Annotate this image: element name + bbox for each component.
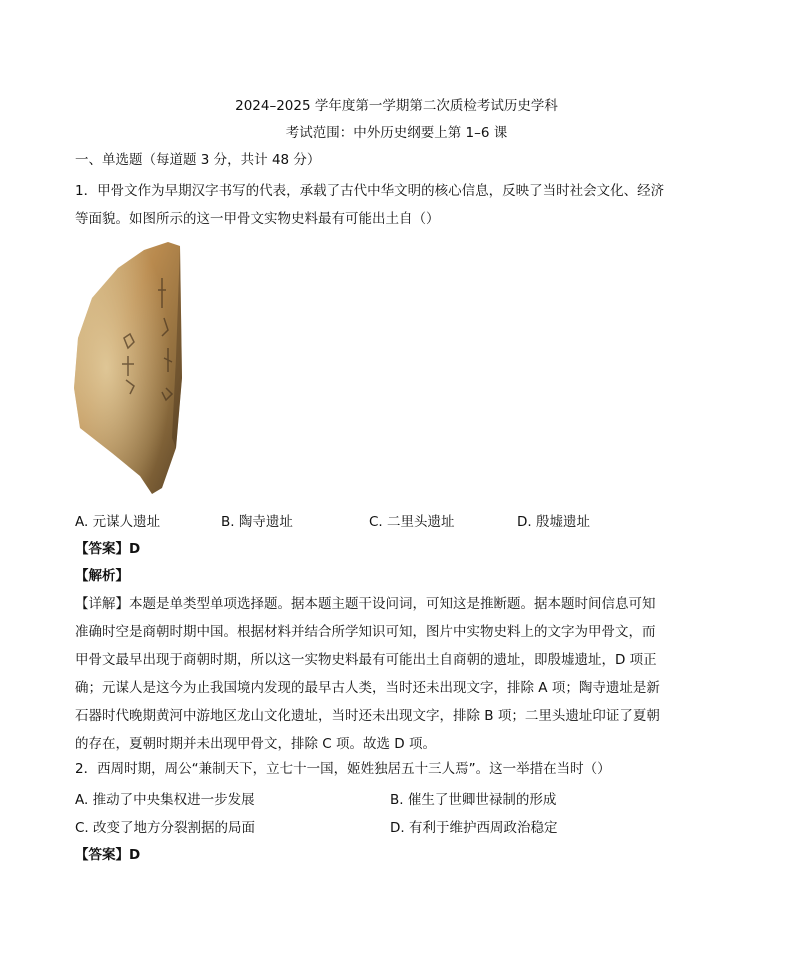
q2-answer: 【答案】D: [75, 847, 141, 863]
q1-option-c: C. 二里头遗址: [369, 514, 455, 530]
q1-stem-line1: 1．甲骨文作为早期汉字书写的代表，承载了古代中华文明的核心信息，反映了当时社会文化、经济: [75, 183, 665, 199]
q1-option-d: D. 殷墟遗址: [517, 514, 590, 530]
q1-detail-line5: 石器时代晚期黄河中游地区龙山文化遗址，当时还未出现文字，排除 B 项；二里头遗址印证了夏朝: [75, 708, 660, 724]
q1-detail-line1: 【详解】本题是单类型单项选择题。据本题主题干设问词，可知这是推断题。据本题时间信息可知: [75, 596, 656, 612]
q2-option-d: D. 有利于维护西周政治稳定: [390, 820, 558, 836]
q1-detail-line6: 的存在，夏朝时期并未出现甲骨文，排除 C 项。故选 D 项。: [75, 736, 436, 752]
q1-detail-line2: 准确时空是商朝时期中国。根据材料并结合所学知识可知，图片中实物史料上的文字为甲骨文，而: [75, 624, 656, 640]
q1-analysis-label: 【解析】: [75, 568, 129, 584]
exam-scope: 考试范围：中外历史纲要上第 1–6 课: [285, 125, 508, 141]
q1-detail-line4: 确；元谋人是这今为止我国境内发现的最早古人类，当时还未出现文字，排除 A 项；陶寺遗址是新: [75, 680, 660, 696]
q1-answer: 【答案】D: [75, 541, 141, 557]
q1-detail-line3: 甲骨文最早出现于商朝时期，所以这一实物史料最有可能出土自商朝的遗址，即殷墟遗址，D 项正: [75, 652, 657, 668]
q1-option-a: A. 元谋人遗址: [75, 514, 161, 530]
exam-title: 2024–2025 学年度第一学期第二次质检考试历史学科: [235, 98, 558, 114]
q2-option-b: B. 催生了世卿世禄制的形成: [390, 792, 557, 808]
q2-option-c: C. 改变了地方分裂割据的局面: [75, 820, 256, 836]
q2-stem: 2．西周时期，周公“兼制天下，立七十一国，姬姓独居五十三人焉”。这一举措在当时（）: [75, 761, 611, 777]
q2-option-a: A. 推动了中央集权进一步发展: [75, 792, 255, 808]
section-heading: 一、单选题（每道题 3 分，共计 48 分）: [75, 152, 321, 168]
oracle-bone-image: [72, 238, 184, 496]
q1-stem-line2: 等面貌。如图所示的这一甲骨文实物史料最有可能出土自（）: [75, 211, 440, 227]
q1-option-b: B. 陶寺遗址: [221, 514, 293, 530]
